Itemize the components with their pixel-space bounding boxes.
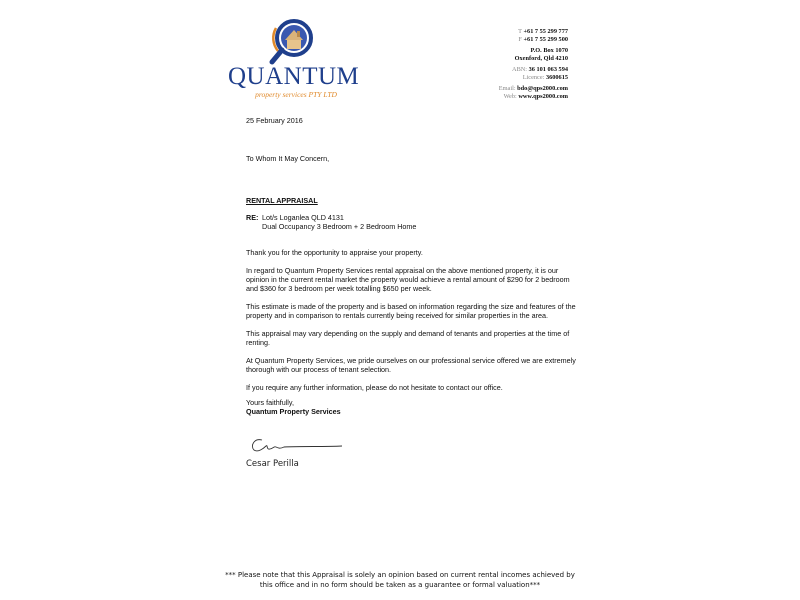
- paragraph: If you require any further information, please do not hesitate to contact our office.: [246, 383, 503, 392]
- email-label: Email:: [498, 85, 516, 92]
- abn-value: 36 101 063 594: [528, 66, 568, 73]
- paragraph: This appraisal may vary depending on the supply and demand of tenants and properties at the time of renting.: [246, 329, 570, 347]
- re-line-2: Dual Occupancy 3 Bedroom + 2 Bedroom Home: [262, 222, 417, 231]
- letter-greeting: To Whom It May Concern,: [246, 154, 330, 163]
- magnifier-house-icon: [264, 18, 322, 66]
- closing-line: Yours faithfully,: [246, 398, 294, 407]
- licence-line: [448, 74, 568, 82]
- web-label: Web:: [503, 93, 517, 100]
- paragraph: Thank you for the opportunity to appraise your property.: [246, 248, 423, 257]
- re-block: [246, 213, 576, 231]
- paragraph: This estimate is made of the property and is based on information regarding the size and features of the property and in comparison to rentals currently being received for similar properties in the area.: [246, 302, 576, 320]
- fax-label: F: [518, 36, 522, 43]
- company-logo: [228, 18, 358, 100]
- city-value: Oxenford, Qld 4210: [514, 55, 568, 62]
- email-value[interactable]: bdo@qps2000.com: [517, 85, 568, 92]
- fax-line: [448, 36, 568, 44]
- disclaimer-line-2: this office and in no form should be taken as a guarantee or formal valuation***: [259, 581, 541, 589]
- contact-block: [448, 28, 568, 101]
- closing-block: [246, 398, 341, 416]
- abn-line: [448, 66, 568, 74]
- disclaimer: [220, 570, 580, 590]
- phone-label: T: [518, 28, 522, 35]
- letter-paragraphs: [246, 248, 576, 401]
- abn-label: ABN:: [512, 66, 528, 73]
- signature-image: [248, 434, 348, 456]
- po-box-value: P.O. Box 1070: [530, 47, 568, 54]
- paragraph: In regard to Quantum Property Services rental appraisal on the above mentioned property, it is our opinion in the current rental market the property would achieve a rental amount of $290 for 2 bedroom and $360 for 3 bedroom per week totalling $650 per week.: [246, 266, 570, 293]
- fax-value: +61 7 55 299 500: [523, 36, 568, 43]
- licence-label: Licence:: [522, 74, 545, 81]
- disclaimer-line-1: *** Please note that this Appraisal is solely an opinion based on current rental incomes achieved by: [225, 571, 575, 579]
- signer-name: Cesar Perilla: [246, 459, 299, 469]
- web-value[interactable]: www.qps2000.com: [518, 93, 568, 100]
- paragraph: At Quantum Property Services, we pride ourselves on our professional service offered we are extremely thorough with our process of tenant selection.: [246, 356, 576, 374]
- letter-date: 25 February 2016: [246, 116, 303, 125]
- logo-name: QUANTUM: [228, 63, 360, 90]
- licence-value: 3600615: [545, 74, 568, 81]
- re-label: RE:: [246, 213, 259, 222]
- logo-tagline: property services PTY LTD: [255, 90, 337, 99]
- re-line-1: Lot/s Loganlea QLD 4131: [262, 213, 344, 222]
- closing-company: Quantum Property Services: [246, 407, 341, 416]
- letter-subject: RENTAL APPRAISAL: [246, 196, 318, 205]
- phone-value: +61 7 55 299 777: [523, 28, 568, 35]
- email-line: [448, 85, 568, 93]
- po-box: [448, 47, 568, 55]
- city: [448, 55, 568, 63]
- web-line: [448, 93, 568, 101]
- phone-line: [448, 28, 568, 36]
